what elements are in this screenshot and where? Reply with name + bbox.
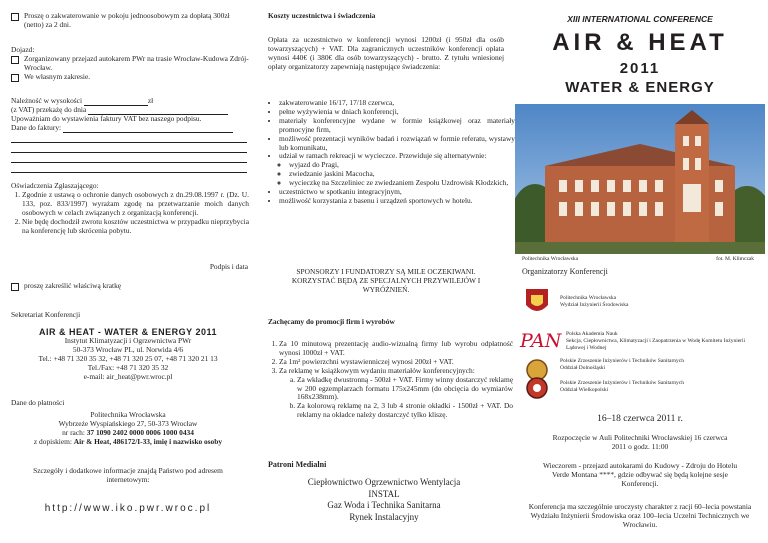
list-item: • możliwość korzystania z basenu i urządzeń sportowych w hotelu. — [279, 197, 515, 206]
patron-item: INSTAL — [368, 488, 400, 499]
travel-label: Dojazd: — [11, 45, 35, 54]
conference-title: AIR & HEAT — [552, 29, 728, 56]
anniversary-info: Konferencja ma szczególnie uroczysty charakter z racji 60–lecia powstania Wydziału Inżynierii Środowiska oraz 100–lecia Uczelni Technicznych we Wrocławiu. — [528, 502, 752, 529]
patron-item: Ciepłownictwo Ogrzewnictwo Wentylacja — [307, 477, 461, 487]
account-number: 37 1090 2402 0000 0006 1000 0434 — [86, 427, 194, 437]
patrons-title: Patroni Medialni — [268, 460, 327, 469]
organizer-pan — [512, 330, 768, 352]
university-photo — [515, 104, 765, 254]
registration-column — [0, 0, 256, 543]
list-item: ◦ wycieczkę na Szczeliniec ze zwiedzaniem Zespołu Uzdrowisk Kłodzkich, — [289, 179, 515, 188]
promo-list — [268, 340, 513, 420]
conference-label: XIII INTERNATIONAL CONFERENCE — [567, 14, 713, 24]
cover-column — [512, 0, 768, 543]
list-item: ◦ wyjazd do Pragi, — [289, 161, 515, 170]
note-value: Air & Heat, 486172/I-33, imię i nazwisko osoby — [73, 436, 223, 446]
list-item: b. Za kolorową reklamę na 2, 3 lub 4 stronie okładki - 1500zł + VAT. Do reklamy na okładce należy dostarczyć tylko kliszę. — [297, 402, 513, 420]
organizer-sub: Wydział Inżynierii Środowiska — [560, 302, 629, 308]
fax-line: Tel./Fax: +48 71 320 35 32 — [87, 362, 169, 372]
payment-label: Dane do płatności — [11, 398, 65, 407]
list-item: 1. Zgodnie z ustawą o ochronie danych osobowych z dn.29.08.1997 r. (Dz. U. 133, poz. 833/1997) wyrażam zgodę na przetwarzanie moich danych osobowych w celach związanych z organizacją konferencji. — [22, 191, 249, 218]
invoice-line[interactable] — [11, 133, 247, 143]
fees-column — [256, 0, 515, 543]
pwr-logo-icon — [520, 287, 554, 317]
payment-line: Politechnika Wrocławska — [90, 410, 166, 419]
checkbox — [11, 283, 19, 291]
organizer-name: Politechnika Wrocławska — [560, 295, 617, 301]
amount-label: Należność w wysokości — [11, 96, 83, 105]
list-item: • pełne wyżywienia w dniach konferencji, — [279, 108, 515, 117]
organizer-sub: Sekcja, Ciepłownictwa, Klimatyzacji i Zaopatrzenia w Wodę Komitetu Inżynierii Lądowej i Wodnej — [566, 337, 746, 351]
organizer-text — [566, 331, 756, 352]
organizer-name: Polska Akademia Nauk — [566, 330, 618, 337]
promo-item-text: Za reklamę w książkowym wydaniu materiałów konferencyjnych: — [279, 365, 475, 375]
amount-unit: zł — [147, 96, 154, 105]
organizer-pzits — [520, 358, 768, 400]
travel-option-own[interactable] — [11, 73, 251, 82]
opening-info: Rozpoczęcie w Auli Politechniki Wrocławskiej 16 czerwca 2011 o godz. 11:00 — [552, 433, 728, 451]
phone-line: Tel.: +48 71 320 35 32, +48 71 320 25 07, +48 71 320 21 13 — [38, 353, 218, 363]
organizer-sub: Oddział Dolnośląski — [560, 365, 606, 371]
secretariat-address — [0, 337, 256, 382]
conference-subtitle: WATER & ENERGY — [565, 79, 715, 96]
organizer-sub: Oddział Wielkopolski — [560, 387, 609, 393]
declaration-label: Oświadczenia Zgłaszającego: — [11, 181, 99, 190]
trips-list — [279, 161, 515, 188]
fees-text: Opłata za uczestnictwo w konferencji wynosi 1200zł (i 950zł dla osób towarzyszących) + VAT. Dla zagranicznych uczestników konferencji opłata wynosi 440€ (i 380€ dla osób towarzyszących) - brutto. Z tytułu wniesionej opłaty organizatorzy zapewniają następujące świadczenia: — [268, 35, 504, 71]
promo-sub-list — [279, 376, 513, 421]
strike-note — [11, 282, 121, 291]
list-item: 2. Za 1m² powierzchni wystawienniczej wynosi 200zł + VAT. — [279, 358, 513, 367]
travel-option-own-text: We własnym zakresie. — [24, 71, 91, 81]
organizer-name: Polskie Zrzeszenie Inżynierów i Techników Sanitarnych — [560, 380, 684, 386]
address-line: Instytut Klimatyzacji i Ogrzewnictwa PWr — [64, 336, 192, 345]
trip-intro: udział w ramach rekreacji w wycieczce. Przewiduje się alternatywnie: — [279, 151, 487, 161]
vat-label: (z VAT) przekażę do dnia — [11, 104, 87, 114]
note-prefix: z dopiskiem: — [33, 436, 72, 446]
conference-dates: 16–18 czerwca 2011 r. — [597, 414, 683, 424]
organizer-name: Polskie Zrzeszenie Inżynierów i Techników Sanitarnych — [560, 358, 684, 364]
services-list — [268, 99, 515, 206]
patrons-list — [256, 477, 512, 523]
evening-info: Wieczorem - przejazd autokarami do Kudowy - Zdroju do Hotelu Verde Montana ****, gdzie odbywać się będą kolejne sesje Konferencji. — [542, 461, 738, 488]
checkbox[interactable] — [11, 74, 19, 82]
address-line: 50-373 Wrocław PL, ul. Norwida 4/6 — [72, 344, 184, 354]
conference-year: 2011 — [619, 60, 661, 77]
payment-details — [0, 411, 256, 447]
organizer-text — [560, 358, 750, 400]
invoice-label: Dane do faktury: — [11, 122, 62, 132]
accommodation-option[interactable] — [11, 12, 251, 30]
signature-label: Podpis i data — [209, 262, 248, 271]
list-item: a. Za wkładkę dwustronną - 500zł + VAT. Firmy winny dostarczyć reklamę w 200 egzemplarzach formatu 175x245mm (do obcięcia do wymiarów 168x238mm). — [297, 376, 513, 403]
list-item: • materiały konferencyjne wydane w formie książkowej oraz materiały promocyjne firm, — [279, 117, 515, 135]
amount-field[interactable] — [84, 98, 148, 106]
travel-option-bus-text: Zorganizowany przejazd autokarem PWr na trasie Wrocław-Kudowa Zdrój-Wrocław. — [24, 53, 249, 72]
invoice-field[interactable] — [63, 125, 233, 133]
authorize-text: Upoważniam do wystawienia faktury VAT bez naszego podpisu. — [11, 113, 202, 123]
checkbox[interactable] — [11, 56, 19, 64]
promo-title: Zachęcamy do promocji firm i wyrobów — [268, 317, 395, 326]
photo-credit: fot. M. Klimczak — [716, 256, 754, 262]
list-item — [279, 367, 513, 420]
checkbox[interactable] — [11, 13, 19, 21]
website-link[interactable]: http://www.iko.pwr.wroc.pl — [44, 503, 212, 514]
email-link[interactable]: e-mail: air_heat@pwr.wroc.pl — [83, 371, 173, 381]
invoice-line[interactable] — [11, 153, 247, 163]
details-text: Szczegóły i dodatkowe informacje znajdą Państwo pod adresem internetowym: — [33, 466, 223, 484]
invoice-line[interactable] — [11, 143, 247, 153]
photo-caption: Politechnika Wrocławska — [522, 256, 579, 262]
patron-item: Gaz Woda i Technika Sanitarna — [327, 500, 441, 510]
payment-line: Wybrzeże Wyspiańskiego 27, 50-373 Wrocław — [58, 418, 198, 428]
organizers-title: Organizatorzy Konferencji — [522, 267, 608, 276]
list-item: 1. Za 10 minutową prezentację audio-wizualną firmy lub wyrobu odpłatność wynosi 1000zł + VAT. — [279, 340, 513, 358]
accommodation-text: Proszę o zakwaterowanie w pokoju jednoosobowym za dopłatą 300zł (netto) za 2 dni. — [24, 11, 230, 29]
declaration-list — [11, 191, 249, 236]
list-item: • uczestnictwo w spotkaniu integracyjnym, — [279, 188, 515, 197]
list-item: • możliwość prezentacji wyników badań i rozwiązań w formie referatu, wystawy lub komunikatu, — [279, 135, 515, 153]
building-illustration — [515, 104, 765, 254]
pan-logo-icon: PAN — [520, 330, 562, 352]
pzits-logo-icon — [520, 358, 554, 400]
list-item: • zakwaterowanie 16/17, 17/18 czerwca, — [279, 99, 515, 108]
organizer-pwr — [512, 287, 768, 317]
secretariat-label: Sekretariat Konferencji — [11, 310, 81, 319]
strike-note-text: proszę zakreślić właściwą kratkę — [24, 281, 122, 290]
travel-option-bus[interactable] — [11, 55, 251, 73]
secretariat-title: AIR & HEAT - WATER & ENERGY 2011 — [38, 327, 218, 337]
organizer-text — [560, 295, 628, 309]
fees-title: Koszty uczestnictwa i świadczenia — [268, 11, 376, 20]
list-item: 2. Nie będę dochodził zwrotu kosztów uczestnictwa w przypadku nieprzybycia na konferencję lub skrócenia pobytu. — [22, 218, 249, 236]
list-item — [279, 152, 515, 188]
patron-item: Rynek Instalacyjny — [349, 511, 419, 522]
invoice-line[interactable] — [11, 163, 247, 173]
list-item: ◦ zwiedzanie jaskini Macocha, — [289, 170, 515, 179]
sponsors-invite: SPONSORZY I FUNDATORZY SĄ MILE OCZEKIWANI. KORZYSTAĆ BĘDĄ ZE SPECJALNYCH PRZYWILEJÓW I WYRÓŻNIEŃ. — [291, 267, 481, 294]
account-prefix: nr rach: — [62, 427, 85, 437]
